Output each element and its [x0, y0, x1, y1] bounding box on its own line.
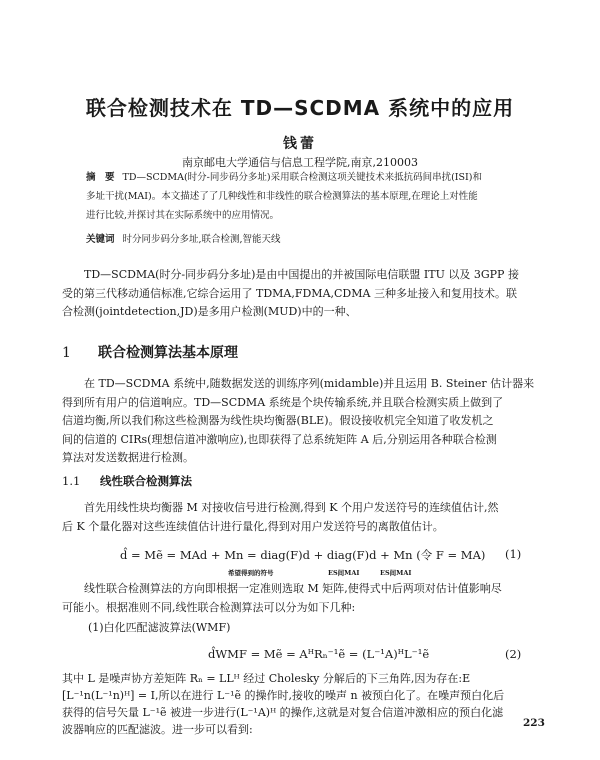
subsection-paragraph: 首先用线性块均衡器 M 对接收信号进行检测,得到 K 个用户发送符号的连续值估计,然 后 K 个量化器对这些连续值估计进行量化,得到对用户发送符号的离散值估计。 [62, 501, 499, 533]
author-name: 钱蕾 [283, 136, 317, 152]
abstract-label: 摘 要 [86, 172, 115, 183]
keywords-text: 时分同步码分多址,联合检测,智能天线 [122, 234, 281, 245]
section1-paragraph: 在 TD—SCDMA 系统中,随数据发送的训练序列(midamble)并且运用 B. Steiner 估计器来 得到所有用户的信道响应。TD—SCDMA 系统是个块传输系统,并且联合检测实质上做到了 信道均衡,所以我们称这些检测器为线性块均衡器(BLE)。假设接收机完全知道了收发机之 间的信道的 CIRs(理想信道冲激响应),也即获得了总系统矩阵 A 后,分别运用各种联合检测 算法对发送数据进行检测。 [62, 377, 535, 464]
keywords [86, 231, 556, 245]
equation-label: ES间MAI [328, 569, 360, 577]
equation-number: (2) [505, 647, 522, 661]
section-number: 1 [62, 345, 71, 361]
paper-title: 联合检测技术在 TD—SCDMA 系统中的应用 [85, 96, 515, 120]
abstract-line: 摘 要 TD—SCDMA(时分-同步码分多址)采用联合检测这项关键技术来抵抗码间串扰(ISI)和 [86, 172, 482, 183]
method-item: (1)白化匹配滤波算法(WMF) [88, 621, 231, 634]
section-title: 联合检测算法基本原理 [98, 345, 238, 361]
author-affiliation: 南京邮电大学通信与信息工程学院,南京,210003 [182, 156, 418, 169]
keywords-label: 关键词 [86, 234, 115, 245]
abstract-line: 进行比较,并探讨其在实际系统中的应用情况。 [86, 210, 280, 221]
equation-2: d̂WMF = Mẽ = AᴴRₙ⁻¹ẽ = (L⁻¹A)ᴴL⁻¹ẽ [208, 647, 430, 661]
abstract-line: 多址干扰(MAI)。本文描述了了几种线性和非线性的联合检测算法的基本原理,在理论上对性能 [86, 191, 478, 202]
page-number: 223 [523, 717, 545, 729]
subsection-number: 1.1 [62, 474, 81, 488]
subsection-heading [62, 473, 192, 489]
subsection-paragraph-3: 其中 L 是噪声协方差矩阵 Rₙ = LLᴴ 经过 Cholesky 分解后的下三角阵,因为存在:E [L⁻¹n(L⁻¹n)ᴴ] = I,所以在进行 L⁻¹ẽ 的操作时,接收的噪声 n 被预白化了。在噪声预白化后 获得的信号矢量 L⁻¹ẽ 被进一步进行(L⁻¹A)ᴴ 的操作,这就是对复合信道冲激相应的预白化滤 波器响应的匹配滤波。进一步可以看到: [62, 672, 505, 736]
subsection-paragraph-2: 线性联合检测算法的方向即根据一定准则选取 M 矩阵,使得式中后两项对估计值影响尽 可能小。根据准则不同,线性联合检测算法可以分为如下几种: [62, 582, 502, 614]
equation-number: (1) [505, 547, 522, 561]
abstract [86, 168, 556, 225]
intro-paragraph: TD—SCDMA(时分-同步码分多址)是由中国提出的并被国际电信联盟 ITU 以及 3GPP 接 受的第三代移动通信标准,它综合运用了 TDMA,FDMA,CDMA 三种多址接入和复用技术。联 合检测(jointdetection,JD)是多用户检测(MUD)中的一种、 [62, 268, 519, 318]
equation-1: d̂ = Mẽ = MAd + Mn = diag(F)d + diag(F)d + Mn (令 F = MA) [120, 548, 486, 562]
section-heading [62, 342, 238, 362]
subsection-title: 线性联合检测算法 [100, 474, 192, 488]
equation-label: 希望得到的符号 [228, 569, 274, 577]
equation-label: ES间MAI [380, 569, 412, 577]
